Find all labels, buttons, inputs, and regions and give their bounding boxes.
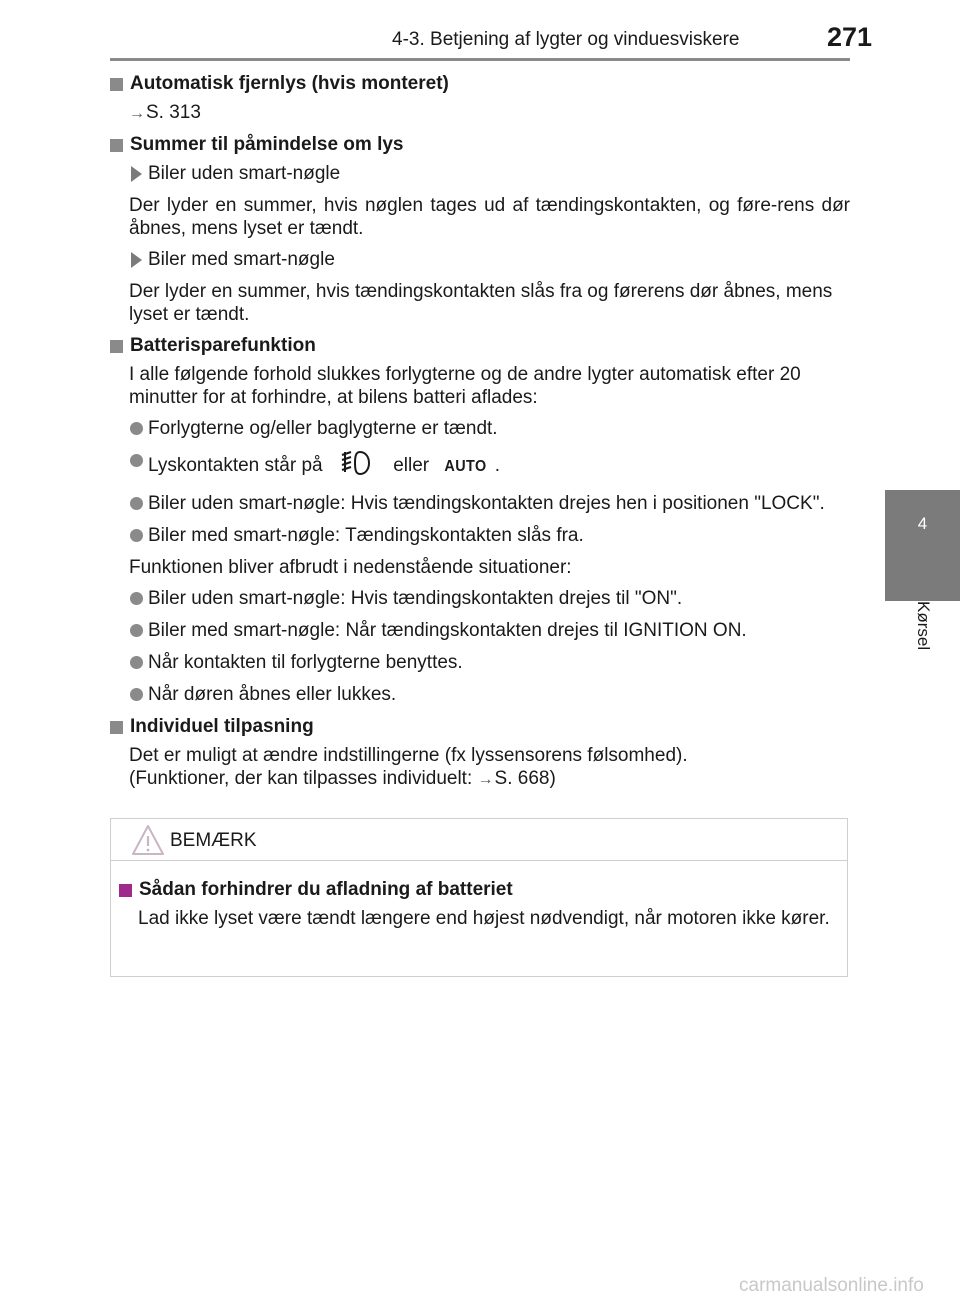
heading-auto-high-beam: Automatisk fjernlys (hvis monteret) — [110, 72, 850, 95]
square-bullet-icon — [110, 721, 123, 734]
square-bullet-icon — [119, 884, 132, 897]
notice-title: BEMÆRK — [170, 830, 257, 851]
arrow-right-icon: → — [477, 771, 494, 788]
notice-heading: Sådan forhindrer du afladning af batteriet — [119, 878, 833, 901]
round-bullet-icon — [130, 422, 143, 435]
warning-triangle-icon — [131, 823, 165, 862]
list-item: Lyskontakten står på eller AUTO . — [110, 449, 850, 483]
customization-text: Det er muligt at ændre indstillingerne (fx lyssensorens følsomhed). (Funktioner, der kan tilpasses individuelt: →S. 668) — [129, 745, 688, 789]
square-bullet-icon — [110, 139, 123, 152]
heading-customization: Individuel tilpasning — [110, 715, 850, 738]
list-item: Biler uden smart-nøgle: Hvis tændingskontakten drejes hen i positionen "LOCK". — [110, 492, 850, 515]
chapter-tab[interactable] — [885, 490, 960, 601]
sub-with-smart-key: Biler med smart-nøgle — [110, 248, 850, 271]
triangle-bullet-icon — [131, 166, 142, 182]
list-item: Biler med smart-nøgle: Tændingskontakten slås fra. — [110, 524, 850, 547]
heading-reminder-buzzer: Summer til påmindelse om lys — [110, 133, 850, 156]
round-bullet-icon — [130, 592, 143, 605]
round-bullet-icon — [130, 656, 143, 669]
battery-saver-intro: I alle følgende forhold slukkes forlygterne og de andre lygter automatisk efter 20 minutter for at forhindre, at bilens batteri aflades: — [129, 364, 801, 408]
page-number: 271 — [827, 22, 873, 52]
round-bullet-icon — [130, 624, 143, 637]
triangle-bullet-icon — [131, 252, 142, 268]
round-bullet-icon — [130, 529, 143, 542]
tail-light-icon — [340, 449, 374, 483]
heading-battery-saver: Batterisparefunktion — [110, 334, 850, 357]
list-item: Når døren åbnes eller lukkes. — [110, 683, 850, 706]
customization-ref-link[interactable]: →S. 668) — [477, 768, 556, 789]
watermark: carmanualsonline.info — [739, 1275, 924, 1296]
square-bullet-icon — [110, 78, 123, 91]
sub-without-smart-key: Biler uden smart-nøgle — [110, 162, 850, 185]
notice-box — [110, 818, 848, 977]
round-bullet-icon — [130, 688, 143, 701]
notice-body — [111, 861, 847, 930]
cancel-intro: Funktionen bliver afbrudt i nedenstående situationer: — [129, 557, 572, 578]
chapter-number: 4 — [917, 514, 928, 533]
list-item: Når kontakten til forlygterne benyttes. — [110, 651, 850, 674]
round-bullet-icon — [130, 454, 143, 467]
text-with-smart-key: Der lyder en summer, hvis tændingskontakten slås fra og førerens dør åbnes, mens lyset er tændt. — [129, 281, 833, 325]
notice-text: Lad ikke lyset være tændt længere end højest nødvendigt, når motoren ikke kører. — [138, 908, 830, 929]
ref-auto-high-beam[interactable]: →S. 313 — [129, 102, 201, 123]
list-item: Biler uden smart-nøgle: Hvis tændingskontakten drejes til "ON". — [110, 587, 850, 610]
round-bullet-icon — [130, 497, 143, 510]
arrow-right-icon: → — [129, 105, 145, 122]
square-bullet-icon — [110, 340, 123, 353]
section-title: 4-3. Betjening af lygter og vinduesviskere — [392, 29, 740, 50]
list-item: Biler med smart-nøgle: Når tændingskontakten drejes til IGNITION ON. — [110, 619, 850, 642]
notice-header — [111, 819, 847, 861]
text-without-smart-key: Der lyder en summer, hvis nøglen tages ud af tændingskontakten, og føre-rens dør åbnes, mens lyset er tændt. — [129, 195, 850, 239]
main-content — [110, 72, 850, 799]
chapter-label: Kørsel — [914, 601, 933, 651]
list-item: Forlygterne og/eller baglygterne er tændt. — [110, 417, 850, 440]
header-rule — [110, 58, 850, 61]
chapter-label-box — [885, 601, 960, 681]
auto-icon: AUTO — [444, 458, 488, 476]
